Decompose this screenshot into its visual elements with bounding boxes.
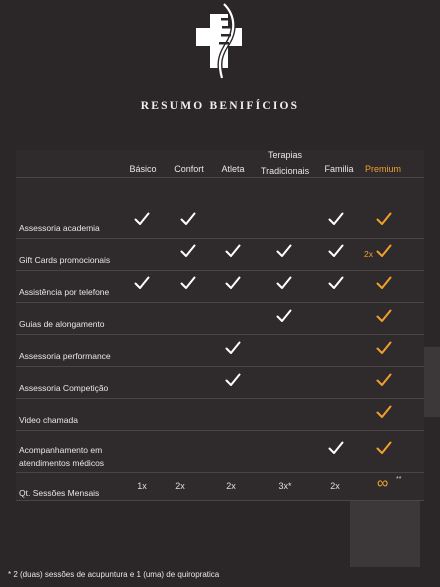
check-icon [376,405,392,419]
row-label [19,414,78,427]
check-icon [328,276,344,290]
check-icon [376,276,392,290]
check-icon [328,212,344,226]
row-divider [16,302,424,303]
row-divider [16,238,424,239]
footnote: * 2 (duas) sessões de acupuntura e 1 (uma) de quiropratica [8,570,220,579]
logo-icon [192,2,248,80]
row-label-line1: Video chamada [19,415,78,425]
check-icon [376,244,392,258]
premium-multiplier: 2x [364,249,373,259]
column-header-atleta: Atleta [221,164,245,174]
column-header-confort: Confort [174,164,204,174]
row-label-line1: Acompanhamento em [19,445,103,455]
check-icon [180,276,196,290]
row-divider [16,430,424,431]
sessions-terapias: 3x* [278,481,292,491]
row-label-line1: Assessoria Competição [19,383,109,393]
sessions-confort: 2x [175,481,185,491]
row-divider [16,398,424,399]
check-icon [225,373,241,387]
row-label-line1: Guias de alongamento [19,319,105,329]
check-icon [180,212,196,226]
row-label-line1: Gift Cards promocionais [19,255,111,265]
row-label-line1: Assistência por telefone [19,287,110,297]
column-header-familia: Familia [324,164,354,174]
check-icon [276,309,292,323]
infinity-icon: ∞ [377,475,389,492]
check-icon [276,276,292,290]
row-divider [16,270,424,271]
row-divider [16,500,424,501]
check-icon [376,309,392,323]
check-icon [180,244,196,258]
check-icon [225,341,241,355]
sessions-atleta: 2x [226,481,236,491]
check-icon [134,212,150,226]
check-icon [376,441,392,455]
row-label [19,286,109,299]
row-label [19,318,105,331]
row-divider [16,472,424,473]
row-label-line1: Assessoria performance [19,351,111,361]
sessions-basico: 1x [137,481,147,491]
row-label [19,222,100,235]
row-divider [16,366,424,367]
check-icon [376,373,392,387]
row-label [19,382,108,395]
sessions-premium-mark: ** [396,476,402,483]
check-icon [328,441,344,455]
column-header-terapias-line1: Terapias [267,150,303,160]
check-icon [276,244,292,258]
row-divider [16,334,424,335]
row-label-line2: atendimentos médicos [19,458,105,468]
sessions-familia: 2x [330,481,340,491]
column-header-premium: Premium [364,164,401,174]
row-label [19,444,104,470]
column-header-terapias-line2: Tradicionais [260,166,310,176]
column-header-basico: Básico [129,164,157,174]
check-icon [376,212,392,226]
row-divider [16,177,424,178]
check-icon [376,341,392,355]
check-icon [328,244,344,258]
page-title: RESUMO BENIFÍCIOS [140,100,300,112]
row-label [19,254,110,267]
row-label [19,350,111,363]
sessions-label: Qt. Sessões Mensais [19,488,100,498]
check-icon [225,244,241,258]
check-icon [225,276,241,290]
check-icon [134,276,150,290]
row-label-line1: Assessoria academia [19,223,100,233]
